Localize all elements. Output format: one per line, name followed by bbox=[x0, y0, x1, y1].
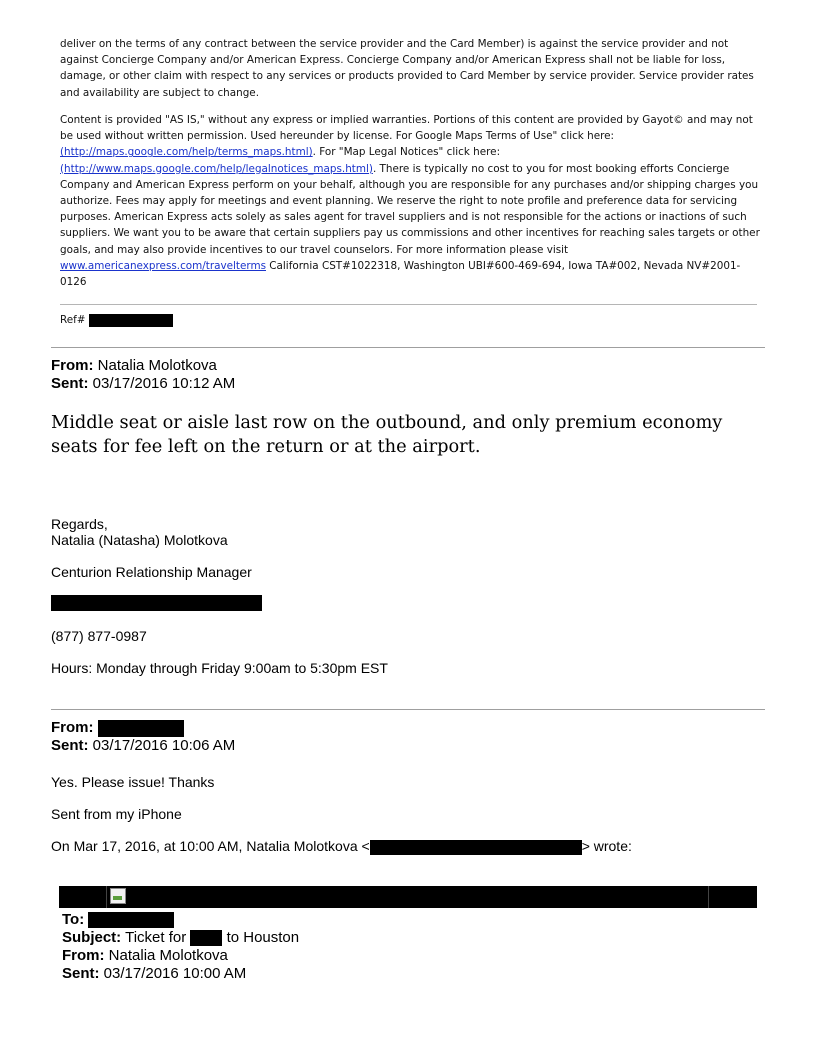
quote-header bbox=[51, 837, 632, 855]
email2-from bbox=[51, 719, 184, 737]
sent-date: 03/17/2016 10:06 AM bbox=[92, 737, 236, 754]
regards: Regards, bbox=[51, 516, 108, 532]
broken-image-icon bbox=[110, 888, 126, 904]
sent-label: Sent: bbox=[51, 375, 89, 392]
email3-from bbox=[62, 947, 228, 965]
email1-body: Middle seat or aisle last row on the outbound, and only premium economy seats for fee left on the return or at the airport. bbox=[51, 412, 723, 457]
legal-text-c: . There is typically no cost to you for most booking efforts Concierge Company and American Express perform on your behalf, although you are responsible for any purchases and/or shipping charges you authorize. Fees may apply for meetings and event planning. We reserve the right to note profile and preference data for servicing purposes. American Express acts solely as sales agent for travel suppliers and is not responsible for the actions or inactions of such suppliers. We want you to be aware that certain suppliers pay us commissions and other incentives for reaching sales targets or other goals, and may also provide incentives to our travel counselors. For more information please visit bbox=[60, 162, 760, 256]
email3-to bbox=[62, 911, 174, 929]
from-label: From: bbox=[51, 719, 94, 736]
redacted-sender bbox=[98, 720, 184, 737]
from-name: Natalia Molotkova bbox=[97, 357, 217, 374]
divider bbox=[51, 347, 765, 348]
divider bbox=[60, 304, 757, 305]
subject-label: Subject: bbox=[62, 929, 122, 946]
quote-text-a: On Mar 17, 2016, at 10:00 AM, Natalia Molotkova < bbox=[51, 838, 370, 854]
to-label: To: bbox=[62, 911, 85, 928]
redacted-ref-number bbox=[89, 314, 173, 327]
legal-paragraph-2 bbox=[60, 112, 760, 290]
from-name: Natalia Molotkova bbox=[108, 947, 228, 964]
subject-text-a: Ticket for bbox=[125, 929, 187, 946]
signature-name: Natalia (Natasha) Molotkova bbox=[51, 532, 228, 548]
banner-tile bbox=[59, 886, 107, 908]
signature-hours: Hours: Monday through Friday 9:00am to 5:30pm EST bbox=[51, 660, 388, 676]
legal-disclaimer-2 bbox=[60, 112, 760, 290]
ref-line bbox=[60, 312, 760, 328]
sent-date: 03/17/2016 10:12 AM bbox=[92, 375, 236, 392]
legal-text-b: . For "Map Legal Notices" click here: bbox=[312, 146, 501, 159]
sent-label: Sent: bbox=[62, 965, 100, 982]
subject-text-b: to Houston bbox=[226, 929, 300, 946]
email2-body: Yes. Please issue! Thanks bbox=[51, 774, 215, 790]
redacted-email-address bbox=[370, 840, 582, 855]
email3-subject bbox=[62, 929, 299, 947]
email2-signature: Sent from my iPhone bbox=[51, 806, 182, 822]
legal-disclaimer-1 bbox=[60, 36, 760, 101]
sent-label: Sent: bbox=[51, 737, 89, 754]
banner-tile bbox=[708, 886, 709, 908]
legal-text-a: Content is provided "AS IS," without any express or implied warranties. Portions of this content are provided by Gayot© and may not be used without written permission. Used hereunder by license. For Google Maps Terms of Use" click here: bbox=[60, 114, 753, 143]
google-maps-terms-link[interactable]: (http://maps.google.com/help/terms_maps.html) bbox=[60, 146, 313, 159]
redacted-subject-name bbox=[190, 930, 222, 946]
amex-travelterms-link[interactable]: www.americanexpress.com/travelterms bbox=[60, 259, 266, 272]
email2-sent bbox=[51, 737, 235, 755]
redacted-recipient bbox=[88, 912, 174, 928]
legal-text-d: California CST#1022318, Washington UBI#600-469-694, Iowa TA#002, Nevada NV#2001-0126 bbox=[60, 259, 741, 289]
sent-date: 03/17/2016 10:00 AM bbox=[103, 965, 247, 982]
signature-title: Centurion Relationship Manager bbox=[51, 564, 252, 580]
redacted-email bbox=[51, 595, 262, 611]
legal-paragraph-1: deliver on the terms of any contract between the service provider and the Card Member) is against the service provider and not against Concierge Company and/or American Express. Concierge Company and/or American Express shall not be liable for loss, damage, or other claim with respect to any services or products provided to Card Member by service provider. Service provider rates and availability are subject to change. bbox=[60, 38, 754, 99]
email3-sent bbox=[62, 965, 246, 983]
signature-phone: (877) 877-0987 bbox=[51, 628, 147, 644]
email1-from bbox=[51, 357, 217, 375]
ref-label: Ref# bbox=[60, 314, 86, 326]
email1-sent bbox=[51, 375, 235, 393]
from-label: From: bbox=[51, 357, 94, 374]
from-label: From: bbox=[62, 947, 105, 964]
map-legal-notices-link[interactable]: (http://www.maps.google.com/help/legalnotices_maps.html) bbox=[60, 162, 373, 175]
quote-text-b: > wrote: bbox=[581, 838, 632, 854]
quoted-email-banner bbox=[59, 886, 757, 908]
divider bbox=[51, 709, 765, 710]
